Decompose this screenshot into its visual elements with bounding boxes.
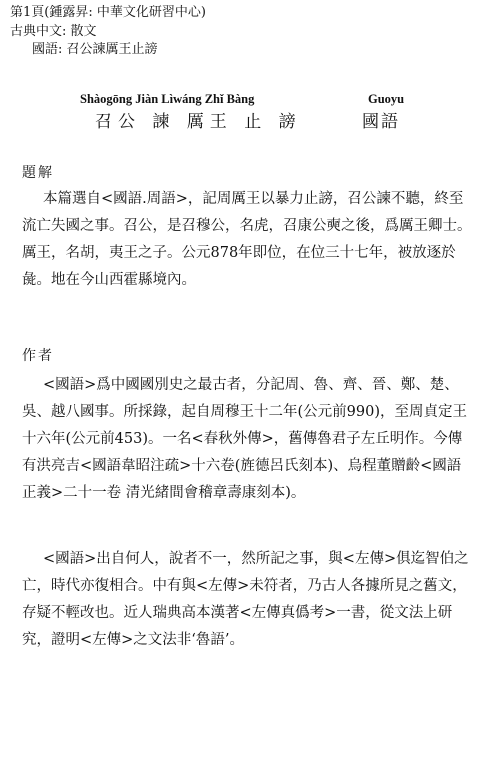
paragraph-zuozhe-2 [22,546,472,654]
paragraph-zuozhe-2-text: <國語>出自何人，說者不一，然所記之事，與<左傳>俱迄智伯之亡，時代亦復相合。中有與<左傳>未符者，乃古人各據所見之舊文，存疑不輕改也。近人瑞典高本漢著<左傳真僞考>一書，從文法上研究，證明<左傳>之文法非‘魯語’。 [22,551,469,648]
section-label-tijie: 題解 [22,165,54,181]
paragraph-zuozhe-1 [22,372,472,507]
paragraph-tijie [22,186,472,294]
header-page-source: 第1頁(鍾露昇: 中華文化研習中心) [10,5,206,20]
source-pinyin: Guoyu [368,92,405,106]
title-chinese: 召公 諫 厲王 止 謗 [95,112,302,132]
section-label-zuozhe: 作者 [22,348,54,364]
paragraph-zuozhe-1-text: <國語>爲中國國別史之最古者，分記周、魯、齊、晉、鄭、楚、吳、越八國事。所採錄，起自周穆王十二年(公元前990)，至周貞定王十六年(公元前453)。一名<春秋外傳>，舊傳魯君子左丘明作。今傳有洪亮吉<國語韋昭注疏>十六卷(旌德呂氏刻本)、烏程董贈齡<國語正義>二十一卷 清光緒間會稽章壽康刻本)。 [22,377,467,501]
header-genre: 古典中文: 散文 [10,24,97,39]
header-text-title: 國語: 召公諫厲王止謗 [32,42,158,57]
paragraph-tijie-text: 本篇選自<國語.周語>，記周厲王以暴力止謗，召公諫不聽，終至流亡失國之事。召公，是召穆公，名虎，召康公奭之後，爲厲王卿士。厲王，名胡，夷王之子。公元878年即位，在位三十七年，被放逐於彘。地在今山西霍縣境內。 [22,191,472,288]
source-chinese: 國語 [362,112,400,132]
title-pinyin: Shàogōng Jiàn Lìwáng Zhǐ Bàng [80,92,255,106]
